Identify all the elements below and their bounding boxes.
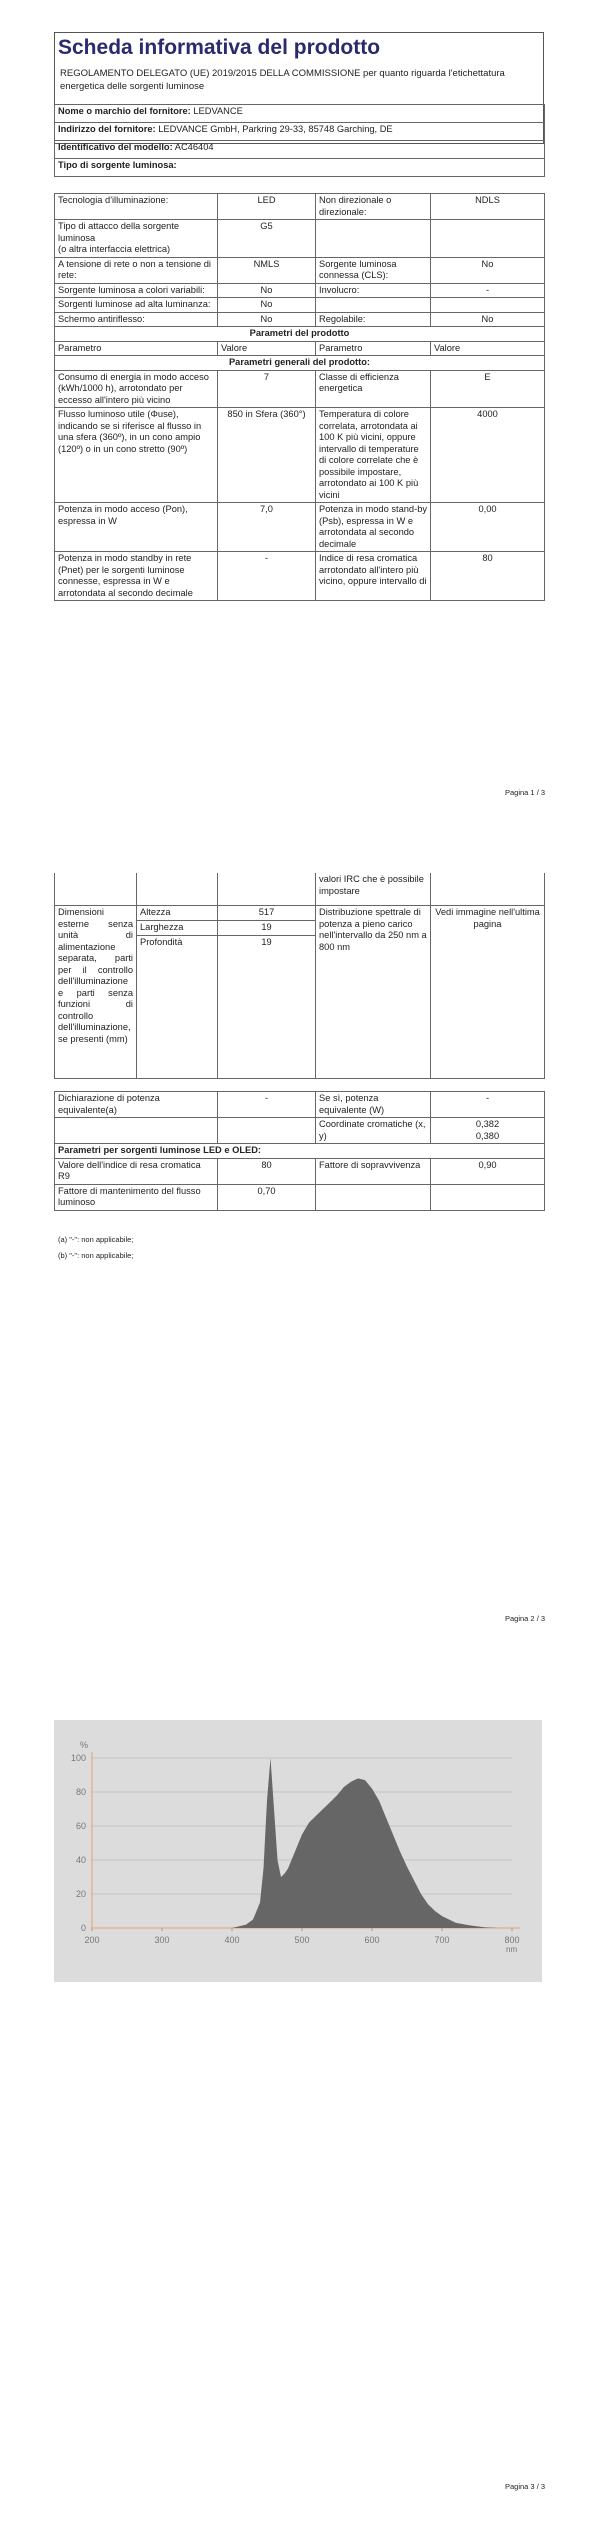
x-tick-label: 400: [224, 1935, 240, 1945]
param-value: No: [218, 312, 316, 327]
params-table-cont: [54, 873, 545, 1079]
param-label: Coordinate cromatiche (x, y): [316, 1118, 431, 1144]
param-value: NMLS: [218, 257, 316, 283]
param-value: -: [218, 1092, 316, 1118]
page-title: Scheda informativa del prodotto: [58, 36, 381, 59]
param-value: No: [431, 257, 545, 283]
param-label: [316, 298, 431, 313]
param-value: 850 in Sfera (360°): [218, 408, 316, 503]
param-value: 0,382 0,380: [431, 1118, 545, 1144]
param-label: Consumo di energia in modo acceso (kWh/1000 h), arrotondato per eccesso all'intero più vicino: [55, 370, 218, 408]
x-axis-label: nm: [506, 1945, 518, 1954]
param-label: Potenza in modo acceso (Pon), espressa in W: [55, 503, 218, 552]
supplier-address-row: Indirizzo del fornitore: LEDVANCE GmbH, Parkring 29-33, 85748 Garching, DE: [55, 123, 545, 141]
table-row: [55, 257, 545, 283]
param-label: Dichiarazione di potenza equivalente(a): [55, 1092, 218, 1118]
param-value: [431, 1184, 545, 1210]
source-type-header: Tipo di sorgente luminosa:: [55, 159, 545, 177]
param-label: Temperatura di colore correlata, arrotondata ai 100 K più vicini, oppure intervallo di temperature di colore correlate che è possibile impostare, arrotondato ai 100 K più vicini: [316, 408, 431, 503]
param-label: Fattore di sopravvivenza: [316, 1158, 431, 1184]
param-value: 4000: [431, 408, 545, 503]
param-value: No: [431, 312, 545, 327]
spectrum-chart: [54, 1720, 542, 1982]
table-row: [55, 552, 545, 601]
params-table-tail: [54, 1091, 545, 1211]
dim-name: Altezza: [137, 906, 218, 921]
param-value: No: [218, 298, 316, 313]
x-tick-label: 500: [294, 1935, 310, 1945]
table-row: [55, 370, 545, 408]
param-value: No: [218, 283, 316, 298]
footnote: (a) "-": non applicabile;: [58, 1235, 134, 1244]
regulation-text: REGOLAMENTO DELEGATO (UE) 2019/2015 DELLA COMMISSIONE per quanto riguarda l'etichettatura energetica delle sorgenti luminose: [60, 68, 505, 92]
param-label: [55, 1118, 218, 1144]
param-label: Tipo di attacco della sorgente luminosa (o altra interfaccia elettrica): [55, 220, 218, 258]
footnote: (b) "-": non applicabile;: [58, 1251, 134, 1260]
column-header: Valore: [218, 341, 316, 356]
y-tick-label: 0: [80, 1923, 86, 1933]
table-row: [55, 1092, 545, 1118]
param-value: 0,00: [431, 503, 545, 552]
param-value: 0,70: [218, 1184, 316, 1210]
column-header: Parametro: [55, 341, 218, 356]
led-header: Parametri per sorgenti luminose LED e OLED:: [55, 1144, 545, 1159]
param-value: NDLS: [431, 194, 545, 220]
x-tick-label: 200: [84, 1935, 100, 1945]
param-label: Sorgente luminosa a colori variabili:: [55, 283, 218, 298]
param-label: A tensione di rete o non a tensione di rete:: [55, 257, 218, 283]
dim-value: 517: [218, 906, 316, 921]
param-label: Sorgenti luminose ad alta luminanza:: [55, 298, 218, 313]
param-value: LED: [218, 194, 316, 220]
param-value: -: [431, 283, 545, 298]
table-row: [55, 283, 545, 298]
dim-value: 19: [218, 936, 316, 1079]
param-label: Schermo antiriflesso:: [55, 312, 218, 327]
param-label: [316, 1184, 431, 1210]
table-row: [55, 1118, 545, 1144]
y-axis-label: %: [80, 1740, 89, 1750]
param-label: [316, 220, 431, 258]
param-label: Indice di resa cromatica arrotondato all'intero più vicino, oppure intervallo di: [316, 552, 431, 601]
table-row: [55, 220, 545, 258]
param-value: [218, 1118, 316, 1144]
table-row: [55, 312, 545, 327]
x-tick-label: 700: [434, 1935, 450, 1945]
supplier-table: [54, 104, 545, 177]
y-tick-label: 20: [75, 1889, 86, 1899]
param-value: -: [218, 552, 316, 601]
param-label: Se sì, potenza equivalente (W): [316, 1092, 431, 1118]
param-label: Tecnologia d'illuminazione:: [55, 194, 218, 220]
param-label: Involucro:: [316, 283, 431, 298]
param-label: Valore dell'indice di resa cromatica R9: [55, 1158, 218, 1184]
x-tick-label: 600: [364, 1935, 380, 1945]
param-value: 7: [218, 370, 316, 408]
y-tick-label: 100: [70, 1753, 86, 1763]
param-label: Regolabile:: [316, 312, 431, 327]
param-value: 7,0: [218, 503, 316, 552]
model-id-row: Identificativo del modello: AC46404: [55, 141, 545, 159]
page-number: Pagina 1 / 3: [505, 788, 546, 797]
spectral-label: Distribuzione spettrale di potenza a pieno carico nell'intervallo da 250 nm a 800 nm: [316, 906, 431, 1079]
params-header: Parametri del prodotto: [55, 327, 545, 342]
param-label: Flusso luminoso utile (Φuse), indicando se si riferisce al flusso in una sfera (360º), in un cono ampio (120º) o in un cono stretto (90º): [55, 408, 218, 503]
spectrum-area: [218, 1758, 498, 1928]
param-label: Potenza in modo stand-by (Psb), espressa in W e arrotondata al secondo decimale: [316, 503, 431, 552]
param-value: 80: [218, 1158, 316, 1184]
param-value: 0,90: [431, 1158, 545, 1184]
table-row: [55, 503, 545, 552]
param-label: Non direzionale o direzionale:: [316, 194, 431, 220]
table-row: [55, 1158, 545, 1184]
column-header: Parametro: [316, 341, 431, 356]
param-value: G5: [218, 220, 316, 258]
table-row: [55, 194, 545, 220]
table-row: [55, 298, 545, 313]
dim-name: Larghezza: [137, 921, 218, 936]
general-header: Parametri generali del prodotto:: [55, 356, 545, 371]
param-value: -: [431, 1092, 545, 1118]
param-value: 80: [431, 552, 545, 601]
x-tick-label: 800: [504, 1935, 520, 1945]
param-label: Fattore di mantenimento del flusso luminoso: [55, 1184, 218, 1210]
param-value: [431, 220, 545, 258]
table-row: [55, 1184, 545, 1210]
spectrum-svg: [54, 1720, 542, 1982]
y-tick-label: 40: [75, 1855, 86, 1865]
source-type-table: [54, 193, 545, 601]
column-header: Valore: [431, 341, 545, 356]
page-number: Pagina 3 / 3: [505, 2482, 546, 2491]
param-label: Sorgente luminosa connessa (CLS):: [316, 257, 431, 283]
dim-name: Profondità: [137, 936, 218, 1079]
cri-cont-text: valori IRC che è possibile impostare: [316, 873, 431, 906]
dim-value: 19: [218, 921, 316, 936]
param-value: E: [431, 370, 545, 408]
supplier-name-row: Nome o marchio del fornitore: LEDVANCE: [55, 105, 545, 123]
x-tick-label: 300: [154, 1935, 170, 1945]
dimensions-label: Dimensioni esterne senza unità di alimentazione separata, parti per il controllo dell'illuminazione e parti senza funzioni di controllo dell'illuminazione, se presenti (mm): [55, 906, 137, 1079]
param-label: Classe di efficienza energetica: [316, 370, 431, 408]
y-tick-label: 60: [75, 1821, 86, 1831]
y-tick-label: 80: [75, 1787, 86, 1797]
param-label: Potenza in modo standby in rete (Pnet) per le sorgenti luminose connesse, espressa in W e arrotondata al secondo decimale: [55, 552, 218, 601]
table-row: [55, 408, 545, 503]
param-value: [431, 298, 545, 313]
page-number: Pagina 2 / 3: [505, 1614, 546, 1623]
spectral-value: Vedi immagine nell'ultima pagina: [431, 906, 545, 1079]
